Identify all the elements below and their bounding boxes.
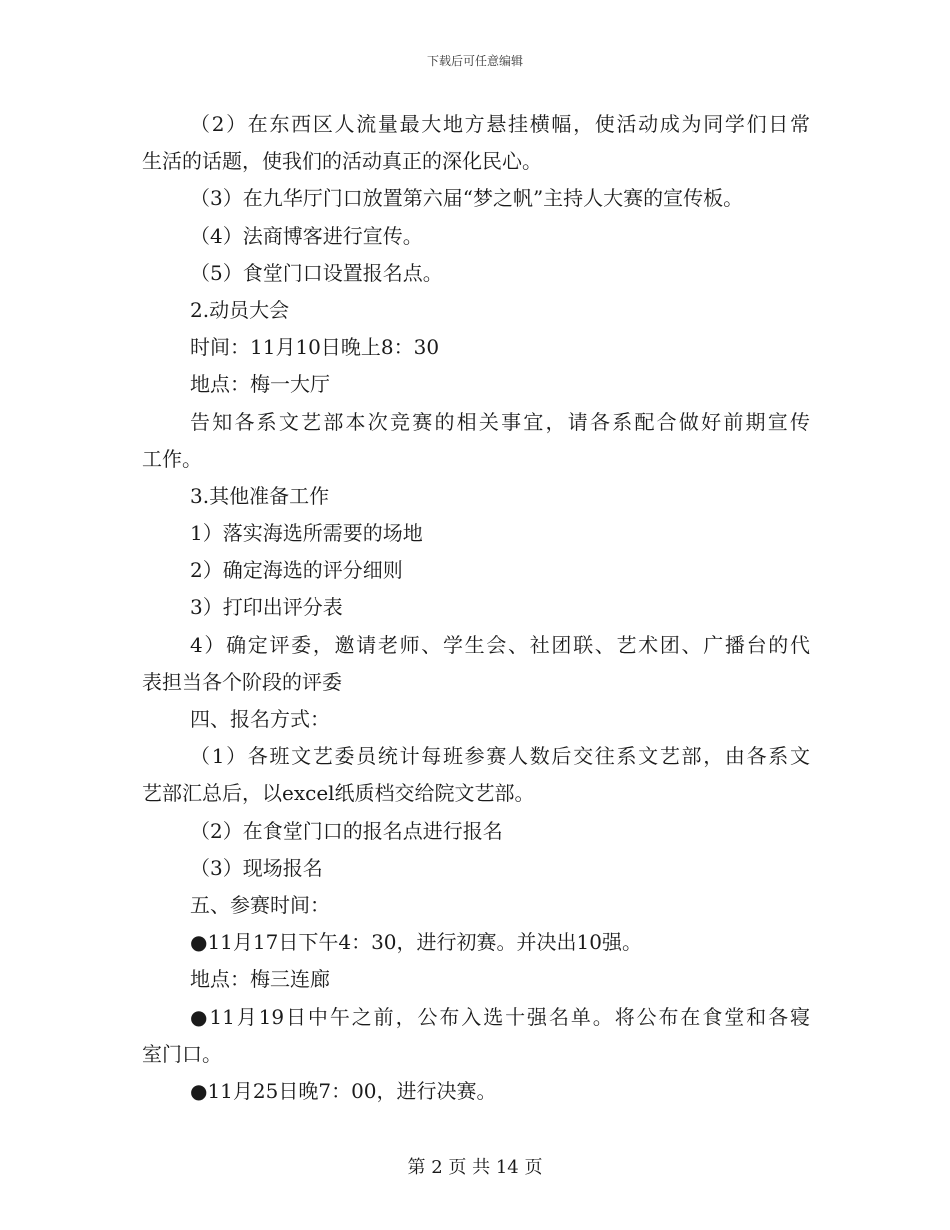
list-item: 3）打印出评分表 — [190, 595, 343, 620]
list-item: 2）确定海选的评分细则 — [190, 558, 403, 583]
paragraph-line: （5）食堂门口设置报名点。 — [190, 260, 443, 285]
section-heading: 四、报名方式： — [190, 707, 330, 731]
paragraph-line: 表担当各个阶段的评委 — [142, 669, 342, 694]
paragraph-line: （1）各班文艺委员统计每班参赛人数后交往系文艺部，由各系文 — [190, 744, 810, 769]
paragraph-line: 艺部汇总后，以excel纸质档交给院文艺部。 — [142, 781, 535, 806]
paragraph-line: 地点：梅一大厅 — [190, 372, 330, 397]
paragraph-line: 地点：梅三连廊 — [190, 967, 330, 992]
paragraph-line: 生活的话题，使我们的活动真正的深化民心。 — [142, 149, 542, 174]
document-body — [142, 106, 810, 1110]
section-heading: 3.其他准备工作 — [190, 483, 330, 508]
paragraph-line: 告知各系文艺部本次竞赛的相关事宜，请各系配合做好前期宣传 — [190, 409, 810, 434]
paragraph-line: （2）在东西区人流量最大地方悬挂横幅，使活动成为同学们日常 — [190, 112, 810, 136]
section-heading: 五、参赛时间： — [190, 892, 330, 917]
list-item: 4）确定评委，邀请老师、学生会、社团联、艺术团、广播台的代 — [190, 632, 810, 657]
schedule-item: ●11月25日晚7：00，进行决赛。 — [190, 1078, 497, 1103]
schedule-item: ●11月19日中午之前，公布入选十强名单。将公布在食堂和各寝 — [190, 1004, 810, 1029]
page-number: 第 2 页 共 14 页 — [407, 1157, 543, 1178]
paragraph-line: 时间：11月10日晚上8：30 — [190, 335, 440, 360]
paragraph-line: （3）现场报名 — [190, 855, 323, 880]
paragraph-line: （2）在食堂门口的报名点进行报名 — [190, 818, 503, 843]
paragraph-line: （3）在九华厅门口放置第六届“梦之帆”主持人大赛的宣传板。 — [190, 186, 744, 211]
schedule-item: ●11月17日下午4：30，进行初赛。并决出10强。 — [190, 930, 642, 955]
section-heading: 2.动员大会 — [190, 297, 290, 322]
paragraph-line: （4）法商博客进行宣传。 — [190, 223, 423, 248]
page-header: 下载后可任意编辑 — [426, 54, 523, 68]
list-item: 1）落实海选所需要的场地 — [190, 521, 423, 546]
paragraph-line: 室门口。 — [142, 1041, 222, 1066]
paragraph-line: 工作。 — [142, 446, 202, 471]
